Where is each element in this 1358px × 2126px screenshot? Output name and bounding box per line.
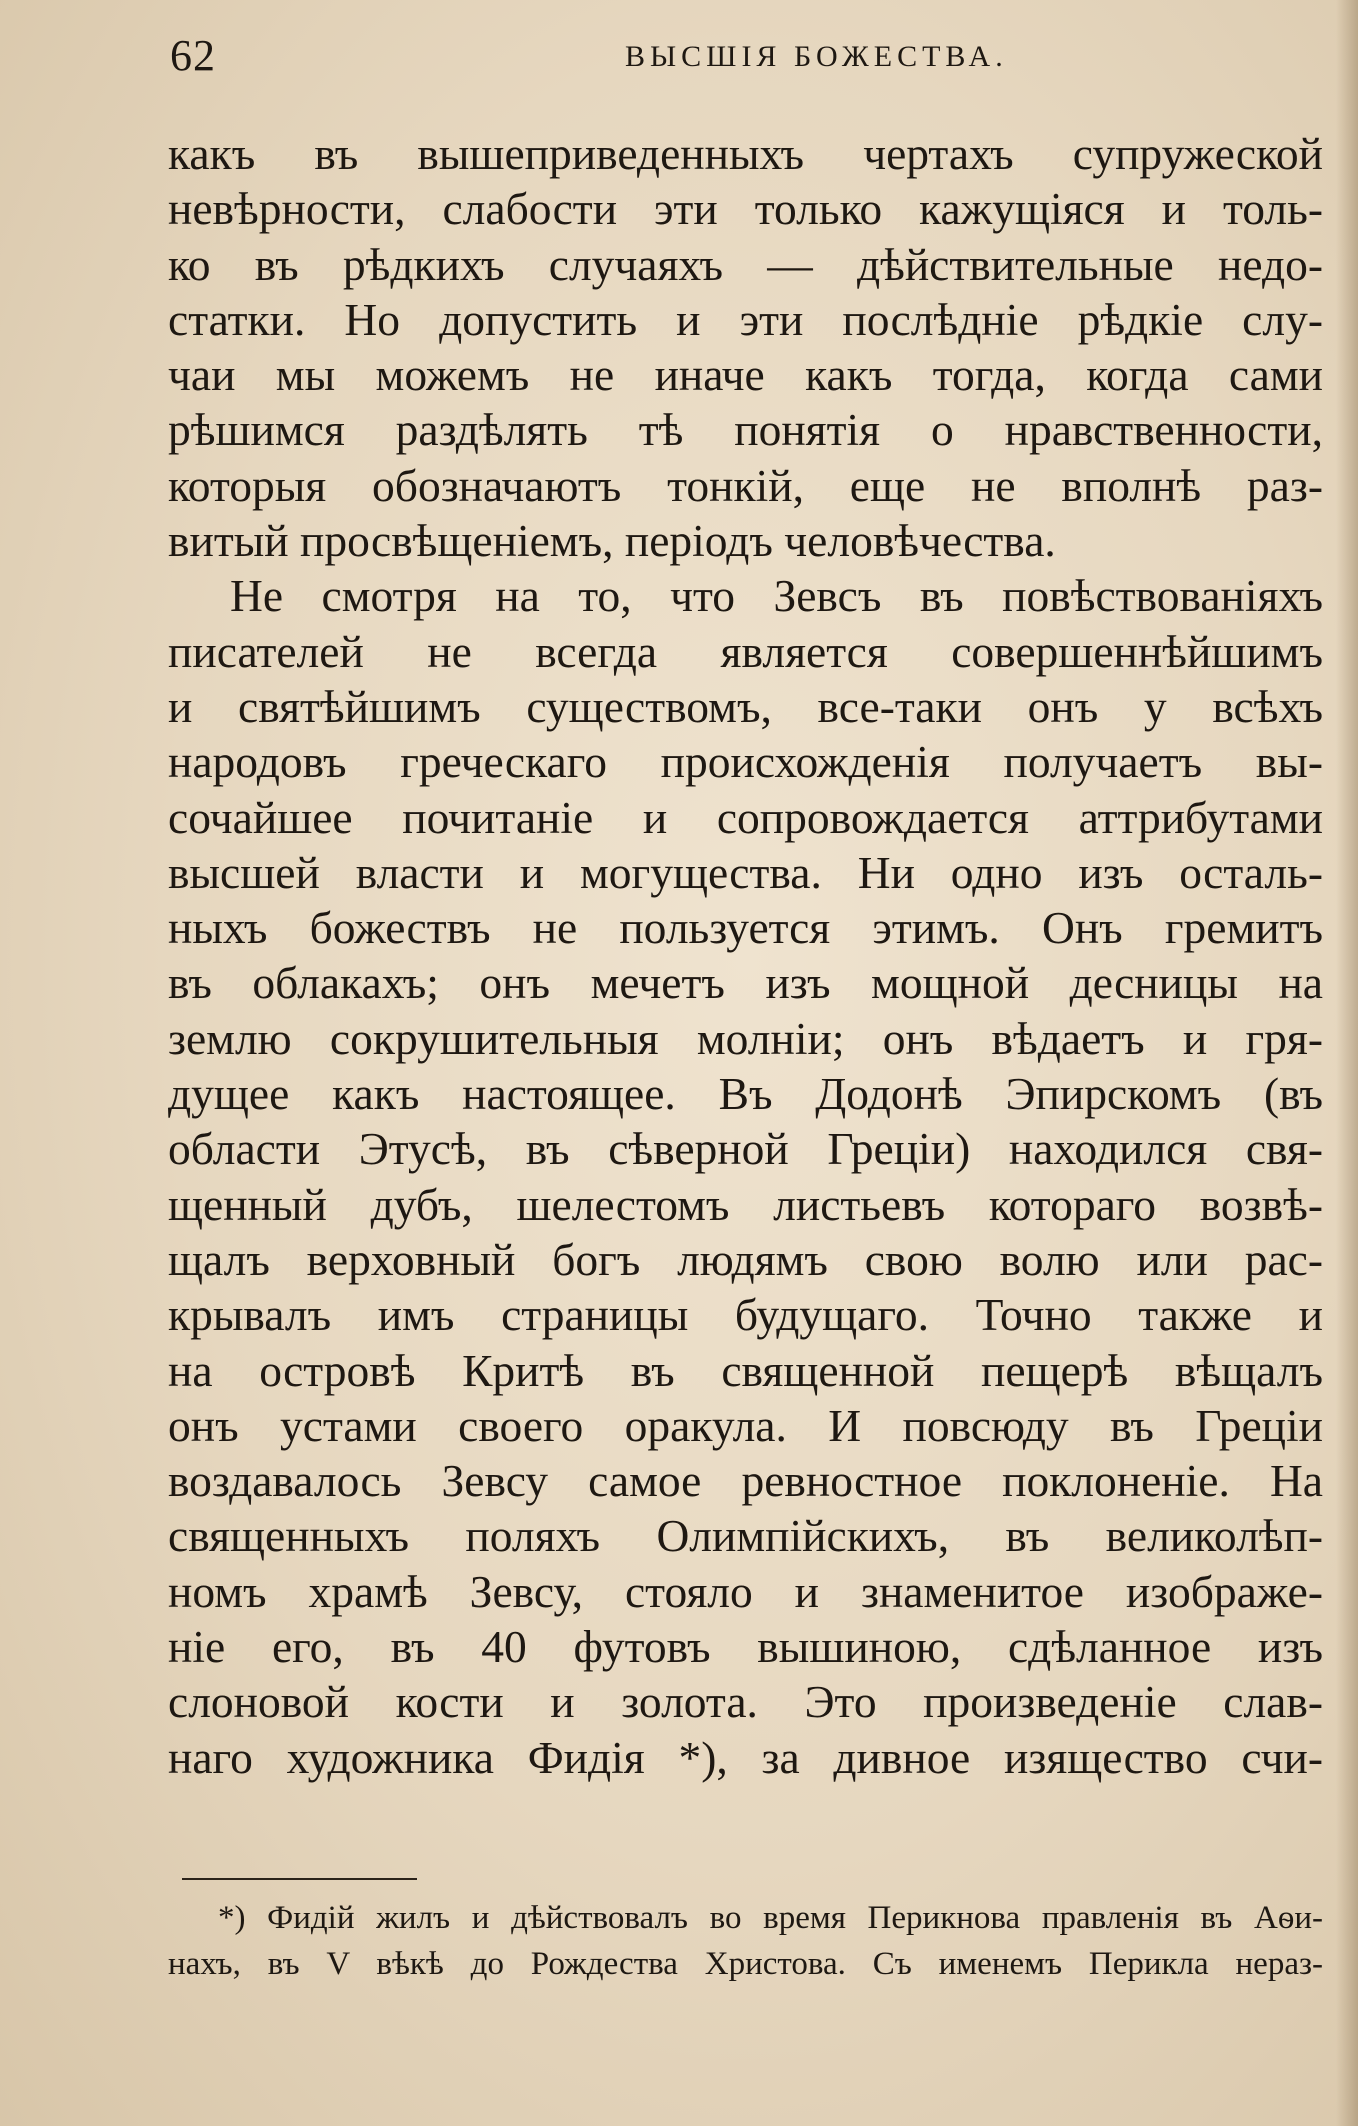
- text-line: рѣшимся раздѣлять тѣ понятія о нравственности,: [168, 404, 1323, 456]
- text-line: воздавалось Зевсу самое ревностное поклоненіе. На: [168, 1455, 1323, 1507]
- page-edge-shadow: [1336, 0, 1358, 2126]
- body-text: [168, 126, 1323, 1785]
- text-line: которыя обозначаютъ тонкій, еще не вполнѣ раз-: [168, 459, 1323, 511]
- text-line: дущее какъ настоящее. Въ Додонѣ Эпирскомъ (въ: [168, 1068, 1323, 1120]
- paragraph-start-line: Не смотря на то, что Зевсъ въ повѣствованіяхъ: [230, 570, 1323, 622]
- text-line: на островѣ Критѣ въ священной пещерѣ вѣщалъ: [168, 1344, 1323, 1396]
- paragraph-end-line: витый просвѣщеніемъ, періодъ человѣчества.: [168, 515, 1056, 567]
- text-line: ко въ рѣдкихъ случаяхъ — дѣйствительные недо-: [168, 238, 1323, 290]
- text-line: ніе его, въ 40 футовъ вышиною, сдѣланное изъ: [168, 1621, 1323, 1673]
- text-line: щенный дубъ, шелестомъ листьевъ котораго возвѣ-: [168, 1178, 1323, 1230]
- text-line: крывалъ имъ страницы будущаго. Точно также и: [168, 1289, 1323, 1341]
- text-line: сочайшее почитаніе и сопровождается аттрибутами: [168, 791, 1323, 843]
- footnote: [168, 1895, 1323, 1987]
- text-line: онъ устами своего оракула. И повсюду въ Греціи: [168, 1399, 1323, 1451]
- page-number: 62: [170, 31, 216, 80]
- text-line: землю сокрушительныя молніи; онъ вѣдаетъ и гря-: [168, 1012, 1323, 1064]
- text-line: слоновой кости и золота. Это произведеніе слав-: [168, 1676, 1323, 1728]
- footnote-line: *) Фидій жилъ и дѣйствовалъ во время Перикнова правленія въ Аѳи-: [218, 1900, 1323, 1936]
- footnote-divider: [182, 1878, 417, 1880]
- text-line: наго художника Фидія *), за дивное изящество счи-: [168, 1731, 1323, 1783]
- text-line: какъ въ вышеприведенныхъ чертахъ супружеской: [168, 128, 1323, 179]
- text-line: невѣрности, слабости эти только кажущіяся и толь-: [168, 183, 1323, 235]
- text-line: священныхъ поляхъ Олимпійскихъ, въ великолѣп-: [168, 1510, 1323, 1562]
- text-line: писателей не всегда является совершеннѣйшимъ: [168, 625, 1323, 677]
- footnote-line: нахъ, въ V вѣкѣ до Рождества Христова. Съ именемъ Перикла нераз-: [168, 1946, 1323, 1982]
- text-line: чаи мы можемъ не иначе какъ тогда, когда сами: [168, 349, 1323, 401]
- text-line: въ облакахъ; онъ мечетъ изъ мощной десницы на: [168, 957, 1323, 1009]
- text-line: высшей власти и могущества. Ни одно изъ осталь-: [168, 846, 1323, 898]
- text-line: номъ храмѣ Зевсу, стояло и знаменитое изображе-: [168, 1565, 1323, 1617]
- text-line: ныхъ божествъ не пользуется этимъ. Онъ гремитъ: [168, 902, 1323, 954]
- text-line: статки. Но допустить и эти послѣдніе рѣдкіе слу-: [168, 293, 1323, 345]
- text-line: щалъ верховный богъ людямъ свою волю или рас-: [168, 1233, 1323, 1285]
- text-line: области Этусѣ, въ сѣверной Греціи) находился свя-: [168, 1123, 1323, 1175]
- running-head: ВЫСШІЯ БОЖЕСТВА.: [625, 40, 1008, 73]
- text-line: и святѣйшимъ существомъ, все-таки онъ у всѣхъ: [168, 680, 1323, 732]
- text-line: народовъ греческаго происхожденія получаетъ вы-: [168, 736, 1323, 788]
